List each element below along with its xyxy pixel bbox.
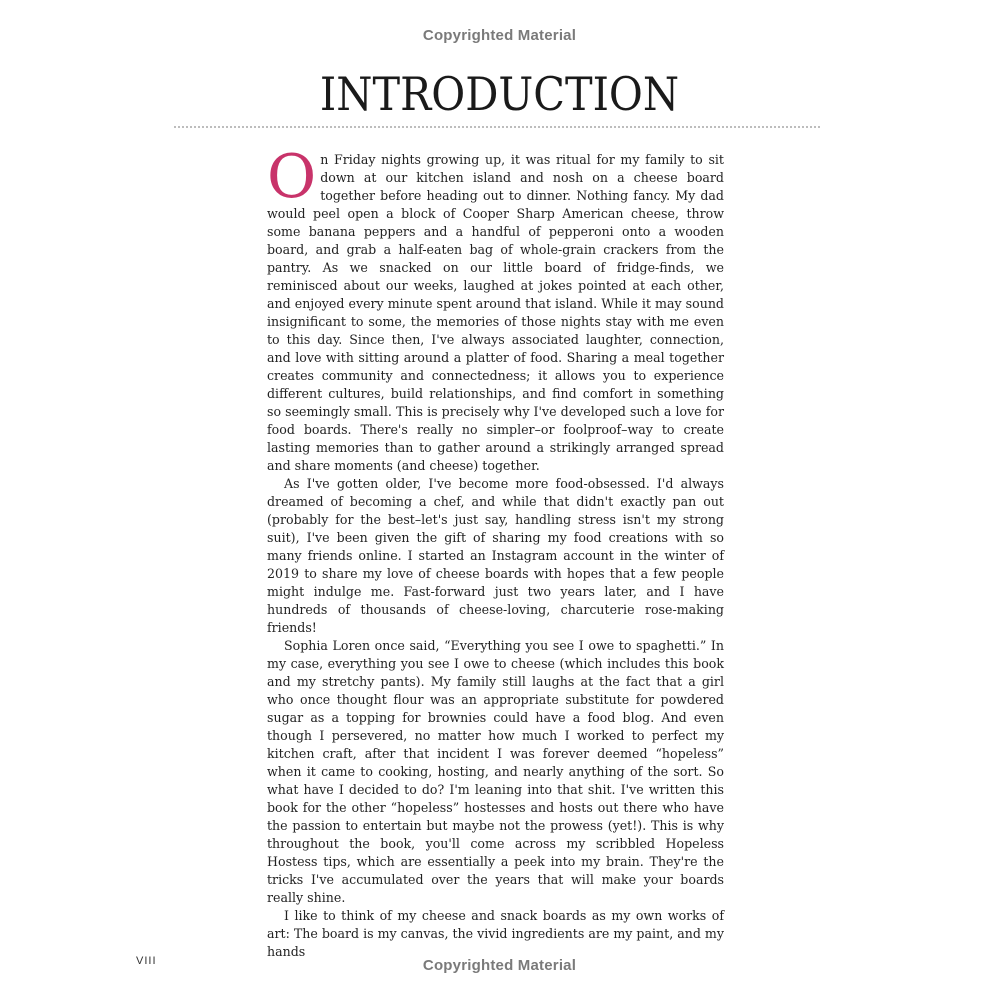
dotted-divider — [174, 126, 820, 128]
paragraph-2: As I've gotten older, I've become more food-obsessed. I'd always dreamed of becoming a chef, and while that didn't exactly pan out (probably for the best–let's just say, handling stress isn't my strong suit), I've been given the gift of sharing my food creations with so many friends online. I started an Instagram account in the winter of 2019 to share my love of cheese boards with hopes that a few people might indulge me. Fast-forward just two years later, and I have hundreds of thousands of cheese-loving, charcuterie rose-making friends! — [267, 476, 724, 635]
copyright-watermark-top: Copyrighted Material — [422, 27, 577, 44]
page-number: VIII — [136, 955, 157, 967]
paragraph-1-text: n Friday nights growing up, it was ritual for my family to sit down at our kitchen island and nosh on a cheese board together before heading out to dinner. Nothing fancy. My dad would peel open a block of Cooper Sharp American cheese, throw some banana peppers and a handful of pepperoni onto a wooden board, and grab a half-eaten bag of whole-grain crackers from the pantry. As we snacked on our little board of fridge-finds, we reminisced about our weeks, laughed at jokes pointed at each other, and enjoyed every minute spent around that island. While it may sound insignificant to some, the memories of those nights stay with me even to this day. Since then, I've always associated laughter, connection, and love with sitting around a platter of food. Sharing a meal together creates community and connectedness; it allows you to experience different cultures, build relationships, and find comfort in something so seemingly small. This is precisely why I've developed such a love for food boards. There's really no simpler–or foolproof–way to create lasting memories than to gather around a strikingly arranged spread and share moments (and cheese) together. — [267, 152, 724, 473]
page-title: INTRODUCTION — [319, 67, 680, 121]
paragraph-4: I like to think of my cheese and snack boards as my own works of art: The board is my canvas, the vivid ingredients are my paint, and my hands — [267, 908, 724, 959]
paragraph-1 — [267, 142, 724, 475]
body-text — [267, 142, 724, 961]
copyright-watermark-bottom: Copyrighted Material — [422, 957, 577, 974]
paragraph-3: Sophia Loren once said, “Everything you see I owe to spaghetti.” In my case, everything you see I owe to cheese (which includes this book and my stretchy pants). My family still laughs at the fact that a girl who once thought flour was an appropriate substitute for powdered sugar as a topping for brownies could have a food blog. And even though I persevered, no matter how much I worked to perfect my kitchen craft, after that incident I was forever deemed “hopeless” when it came to cooking, hosting, and nearly anything of the sort. So what have I decided to do? I'm leaning into that shit. I've written this book for the other “hopeless” hostesses and hosts out there who have the passion to entertain but maybe not the prowess (yet!). This is why throughout the book, you'll come across my scribbled Hopeless Hostess tips, which are essentially a peek into my brain. They're the tricks I've accumulated over the years that will make your boards really shine. — [267, 638, 724, 905]
drop-cap: O — [267, 142, 317, 212]
